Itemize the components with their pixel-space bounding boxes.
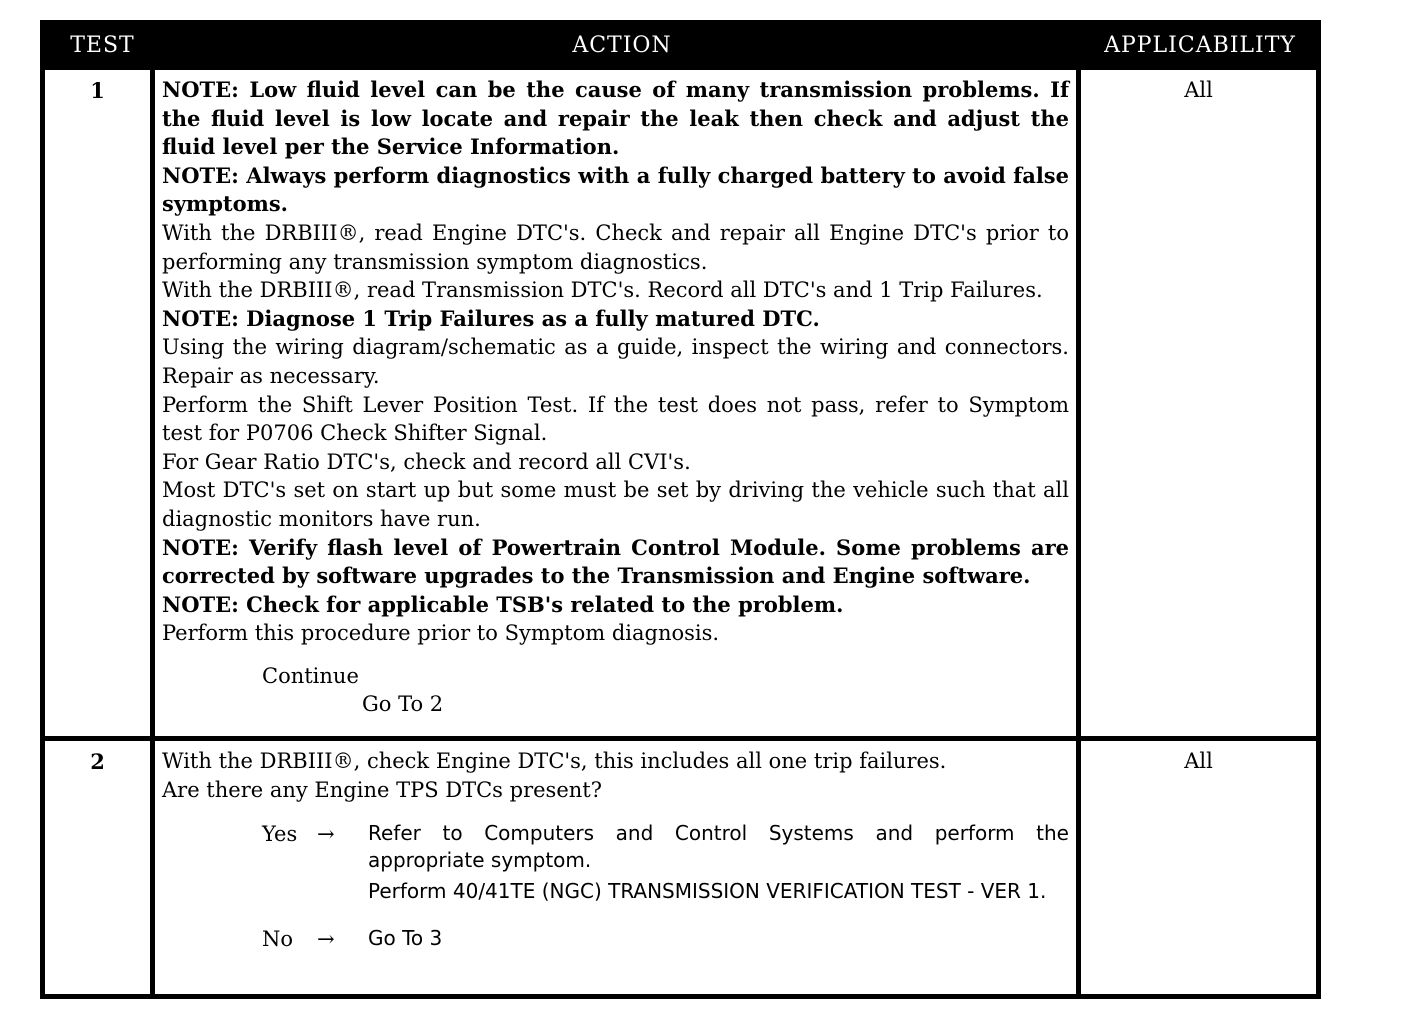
step-engine-dtc: With the DRBIII®, read Engine DTC's. Check and repair all Engine DTC's prior to performing any transmission symptom diagnostics.: [162, 220, 1069, 274]
note-fluid-level: NOTE: Low fluid level can be the cause of many transmission problems. If the fluid level is low locate and repair the leak then check and adjust the fluid level per the Service Information.: [162, 77, 1069, 160]
applicability-cell: All: [1184, 749, 1213, 773]
note-battery: NOTE: Always perform diagnostics with a fully charged battery to avoid false symptoms.: [162, 162, 1069, 217]
note-flash-level: NOTE: Verify flash level of Powertrain Control Module. Some problems are corrected by software upgrades to the Transmission and Engine software.: [162, 534, 1069, 589]
applicability-cell: All: [1184, 78, 1213, 102]
no-goto-link[interactable]: Go To 3: [368, 926, 443, 951]
test-number: 1: [45, 70, 155, 736]
yes-branch: [262, 820, 1069, 909]
arrow-right-icon: →: [317, 822, 335, 847]
step-gear-ratio: For Gear Ratio DTC's, check and record all CVI's.: [162, 449, 691, 474]
continue-label: Continue: [262, 663, 359, 688]
arrow-right-icon: →: [317, 927, 335, 952]
no-branch: [262, 925, 1069, 954]
yes-text-refer: Refer to Computers and Control Systems and perform the appropriate symptom.: [368, 821, 1069, 873]
header-action: ACTION: [572, 32, 672, 58]
action-cell: [155, 741, 1081, 994]
step-wiring: Using the wiring diagram/schematic as a guide, inspect the wiring and connectors. Repair as necessary.: [162, 335, 1069, 388]
step-start-up: Most DTC's set on start up but some must be set by driving the vehicle such that all diagnostic monitors have run.: [162, 478, 1069, 531]
table-row: [45, 736, 1316, 994]
yes-text: [368, 820, 1069, 909]
continue-flow: [262, 662, 1069, 719]
table-row: [45, 65, 1316, 736]
step-check-engine-dtc: With the DRBIII®, check Engine DTC's, this includes all one trip failures.: [162, 749, 947, 773]
no-label: No: [262, 927, 294, 952]
goto-link[interactable]: Go To 2: [362, 692, 444, 717]
test-number: 2: [45, 741, 155, 994]
diagnostic-table: [40, 20, 1321, 999]
note-tsb: NOTE: Check for applicable TSB's related to the problem.: [162, 591, 844, 617]
header-applicability: APPLICABILITY: [1104, 32, 1296, 58]
step-prior: Perform this procedure prior to Symptom diagnosis.: [162, 621, 720, 646]
table-header: [45, 25, 1316, 65]
step-shift-lever: Perform the Shift Lever Position Test. If the test does not pass, refer to Symptom test for P0706 Check Shifter Signal.: [162, 392, 1069, 446]
header-test: TEST: [70, 32, 135, 58]
note-trip-failures: NOTE: Diagnose 1 Trip Failures as a fully matured DTC.: [162, 305, 820, 331]
yes-label: Yes: [262, 822, 298, 847]
question-tps: Are there any Engine TPS DTCs present?: [162, 777, 602, 802]
yes-text-verify: Perform 40/41TE (NGC) TRANSMISSION VERIFICATION TEST - VER 1.: [368, 879, 1047, 904]
step-transmission-dtc: With the DRBIII®, read Transmission DTC's. Record all DTC's and 1 Trip Failures.: [162, 278, 1043, 303]
action-cell: [155, 70, 1081, 736]
